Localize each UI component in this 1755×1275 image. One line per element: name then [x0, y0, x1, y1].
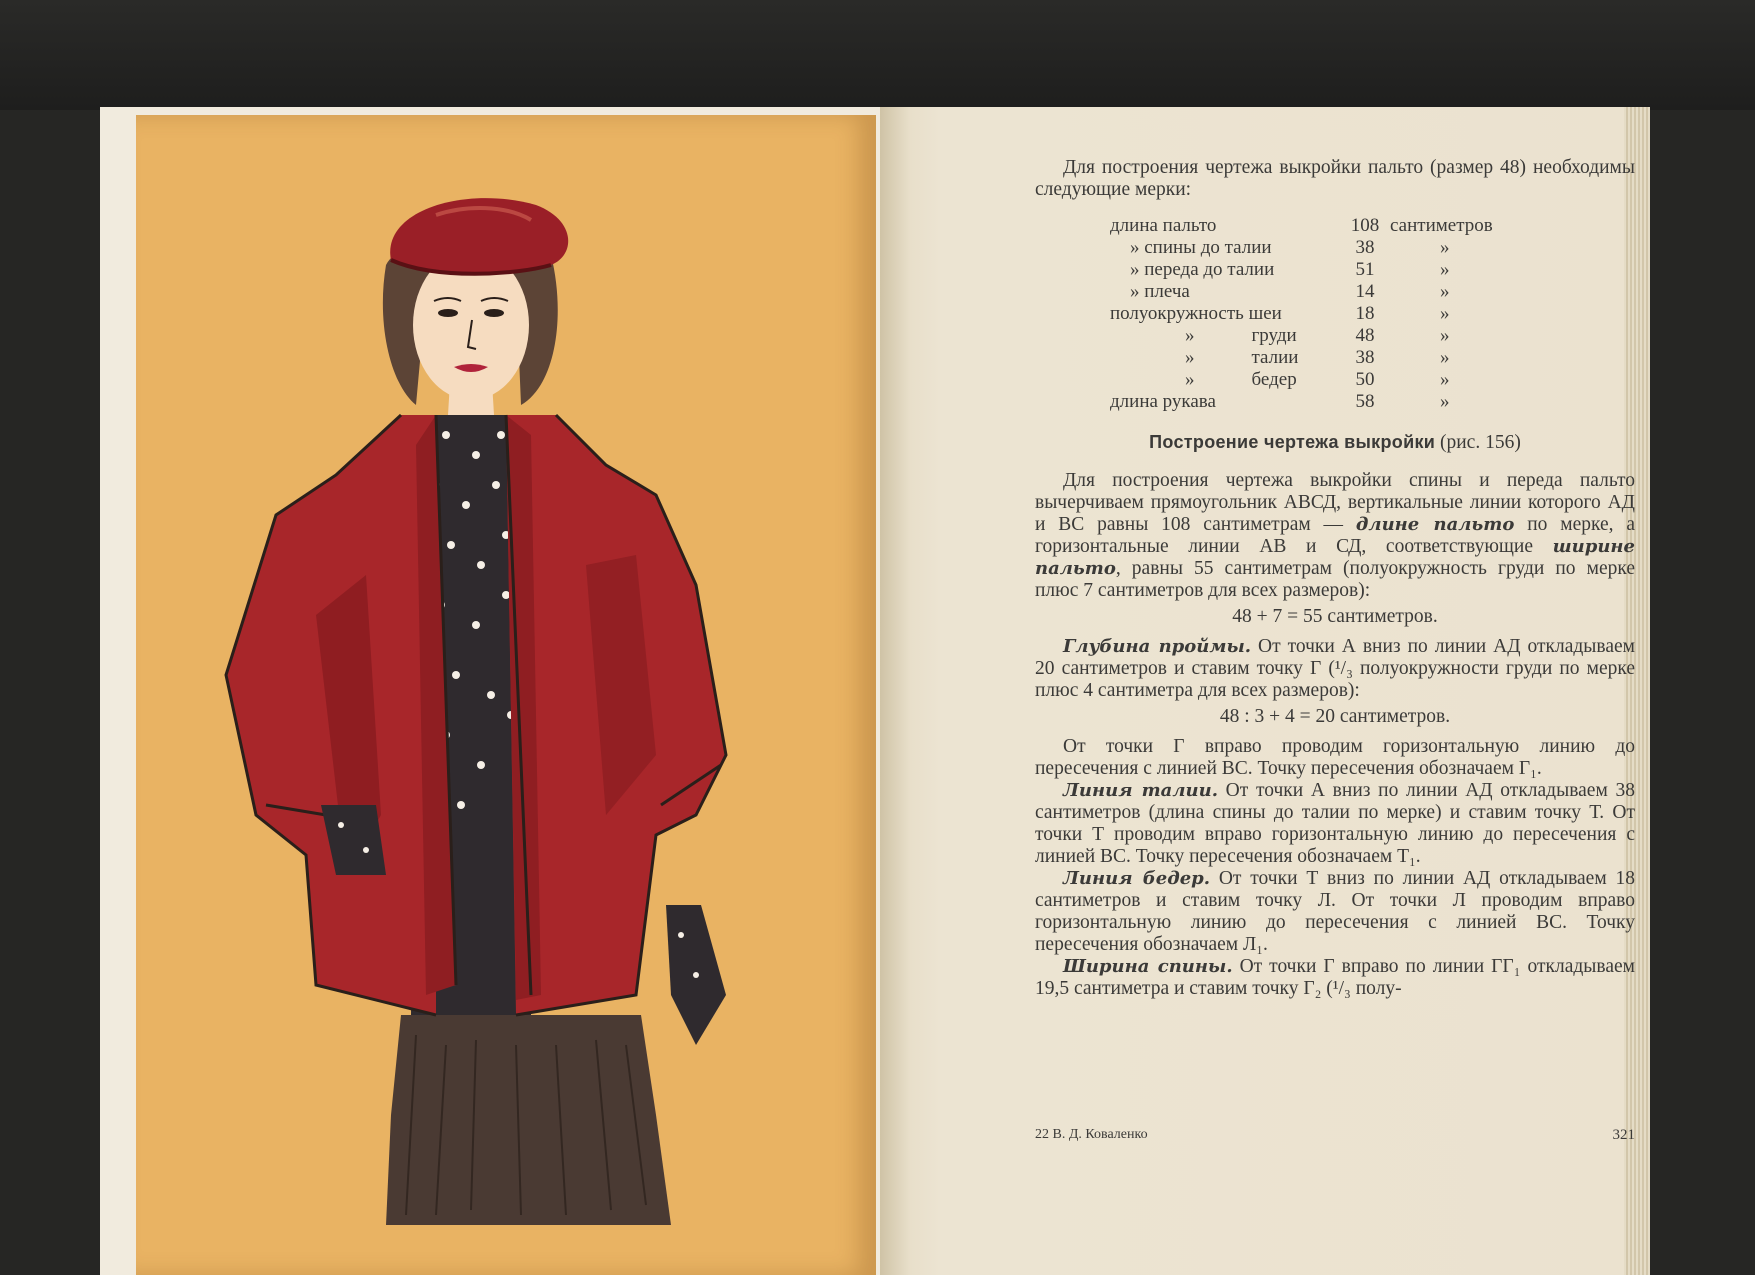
- emphasis: Глубина проймы.: [1063, 636, 1252, 657]
- measure-label: » талии: [1185, 347, 1299, 368]
- paragraph-waist-line: [1035, 780, 1635, 868]
- measure-label: » спины до талии: [1130, 237, 1272, 258]
- emphasis: длине пальто: [1355, 514, 1515, 535]
- measure-value: 48: [1355, 325, 1375, 346]
- page-number: 321: [1612, 1127, 1635, 1143]
- paragraph-hip-line: [1035, 868, 1635, 956]
- text-run: От точки А вниз по линии АД откладываем 38 сантиметров (длина спины до талии по мерке) и ставим точку Т. От точки Т проводим вправо горизонтальную линию до пересечения с линией ВС. Точку пересечения обозначаем Т₁.: [1035, 780, 1636, 867]
- woman-in-red-coat-illustration: [136, 115, 876, 1275]
- measure-label: длина рукава: [1110, 391, 1216, 412]
- measure-value: 38: [1355, 347, 1375, 368]
- measure-value: 38: [1355, 237, 1375, 258]
- formula: 48 + 7 = 55 сантиметров.: [1232, 606, 1438, 627]
- paragraph-armhole: [1035, 636, 1635, 702]
- emphasis: ширине пальто: [1035, 536, 1635, 579]
- measure-unit: »: [1440, 391, 1450, 412]
- measure-label: » груди: [1185, 325, 1297, 346]
- intro-paragraph: Для построения чертежа выкройки пальто (размер 48) необходимы следующие мерки:: [1035, 157, 1635, 200]
- measurements-table: [1035, 215, 1635, 415]
- measure-unit: »: [1440, 303, 1450, 324]
- measure-value: 108: [1350, 215, 1380, 236]
- measure-row: [1035, 347, 1635, 369]
- heading-title: Построение чертежа выкройки: [1149, 432, 1436, 452]
- measure-row: [1035, 303, 1635, 325]
- measure-value: 58: [1355, 391, 1375, 412]
- measure-value: 14: [1355, 281, 1375, 302]
- paragraph-horizontal-line: От точки Г вправо проводим горизонтальную линию до пересечения с линией ВС. Точку пересечения обозначаем Г₁.: [1035, 736, 1635, 779]
- scanner-background: [0, 0, 1755, 110]
- signature-mark: 22 В. Д. Коваленко: [1035, 1127, 1148, 1142]
- emphasis: Ширина спины.: [1063, 956, 1233, 977]
- measure-unit: »: [1440, 369, 1450, 390]
- formula: 48 : 3 + 4 = 20 сантиметров.: [1219, 706, 1451, 727]
- left-page: [100, 107, 880, 1275]
- heading-figure-ref: (рис. 156): [1440, 432, 1521, 453]
- text-run: От точки Г вправо по линии ГГ₁ откладываем 19,5 сантиметра и ставим точку Г₂ (¹/₃ полу-: [1035, 956, 1635, 999]
- text-run: От точки А вниз по линии АД откладываем 20 сантиметров и ставим точку Г (¹/₃ полуокружности груди по мерке плюс 4 сантиметра для всех размеров):: [1035, 636, 1636, 701]
- measure-value: 51: [1355, 259, 1375, 280]
- emphasis: Линия бедер.: [1063, 868, 1211, 889]
- measure-unit: »: [1440, 281, 1450, 302]
- measure-row: [1035, 237, 1635, 259]
- open-book: [100, 107, 1650, 1275]
- measure-label: » бедер: [1185, 369, 1297, 390]
- text-run: Для построения чертежа выкройки спины и переда пальто вычерчиваем прямоугольник АВСД, вертикальные линии которого АД и ВС равны 108 сантиметрам —: [1035, 470, 1635, 535]
- measure-row: [1035, 215, 1635, 237]
- section-heading: [1035, 431, 1635, 454]
- measure-value: 18: [1355, 303, 1375, 324]
- measure-unit: »: [1440, 347, 1450, 368]
- text-run: , равны 55 сантиметрам (полуокружность груди по мерке плюс 7 сантиметров для всех размеров):: [1035, 558, 1635, 601]
- measure-label: полуокружность шеи: [1110, 303, 1282, 324]
- measure-row: [1035, 391, 1635, 413]
- text-run: по мерке, а горизонтальные линии АВ и СД, соответствующие: [1035, 514, 1635, 557]
- measure-unit: »: [1440, 325, 1450, 346]
- measure-label: » плеча: [1130, 281, 1190, 302]
- measure-label: длина пальто: [1110, 215, 1217, 236]
- text-run: От точки Т вниз по линии АД откладываем 18 сантиметров и ставим точку Л. От точки Л проводим вправо горизонтальную линию до пересечения с линией ВС. Точку пересечения обозначаем Л₁.: [1035, 868, 1635, 955]
- measure-label: » переда до талии: [1130, 259, 1275, 280]
- right-page: [880, 107, 1650, 1275]
- paragraph-back-width: [1035, 956, 1635, 1000]
- measure-unit: »: [1440, 259, 1450, 280]
- measure-unit: »: [1440, 237, 1450, 258]
- illustration-plate: [136, 115, 876, 1275]
- measure-row: [1035, 281, 1635, 303]
- measure-row: [1035, 259, 1635, 281]
- measure-unit: сантиметров: [1390, 215, 1493, 236]
- paragraph-rectangle: [1035, 470, 1635, 602]
- measure-value: 50: [1355, 369, 1375, 390]
- measure-row: [1035, 369, 1635, 391]
- page-text: [1035, 157, 1635, 1000]
- emphasis: Линия талии.: [1063, 780, 1218, 801]
- measure-row: [1035, 325, 1635, 347]
